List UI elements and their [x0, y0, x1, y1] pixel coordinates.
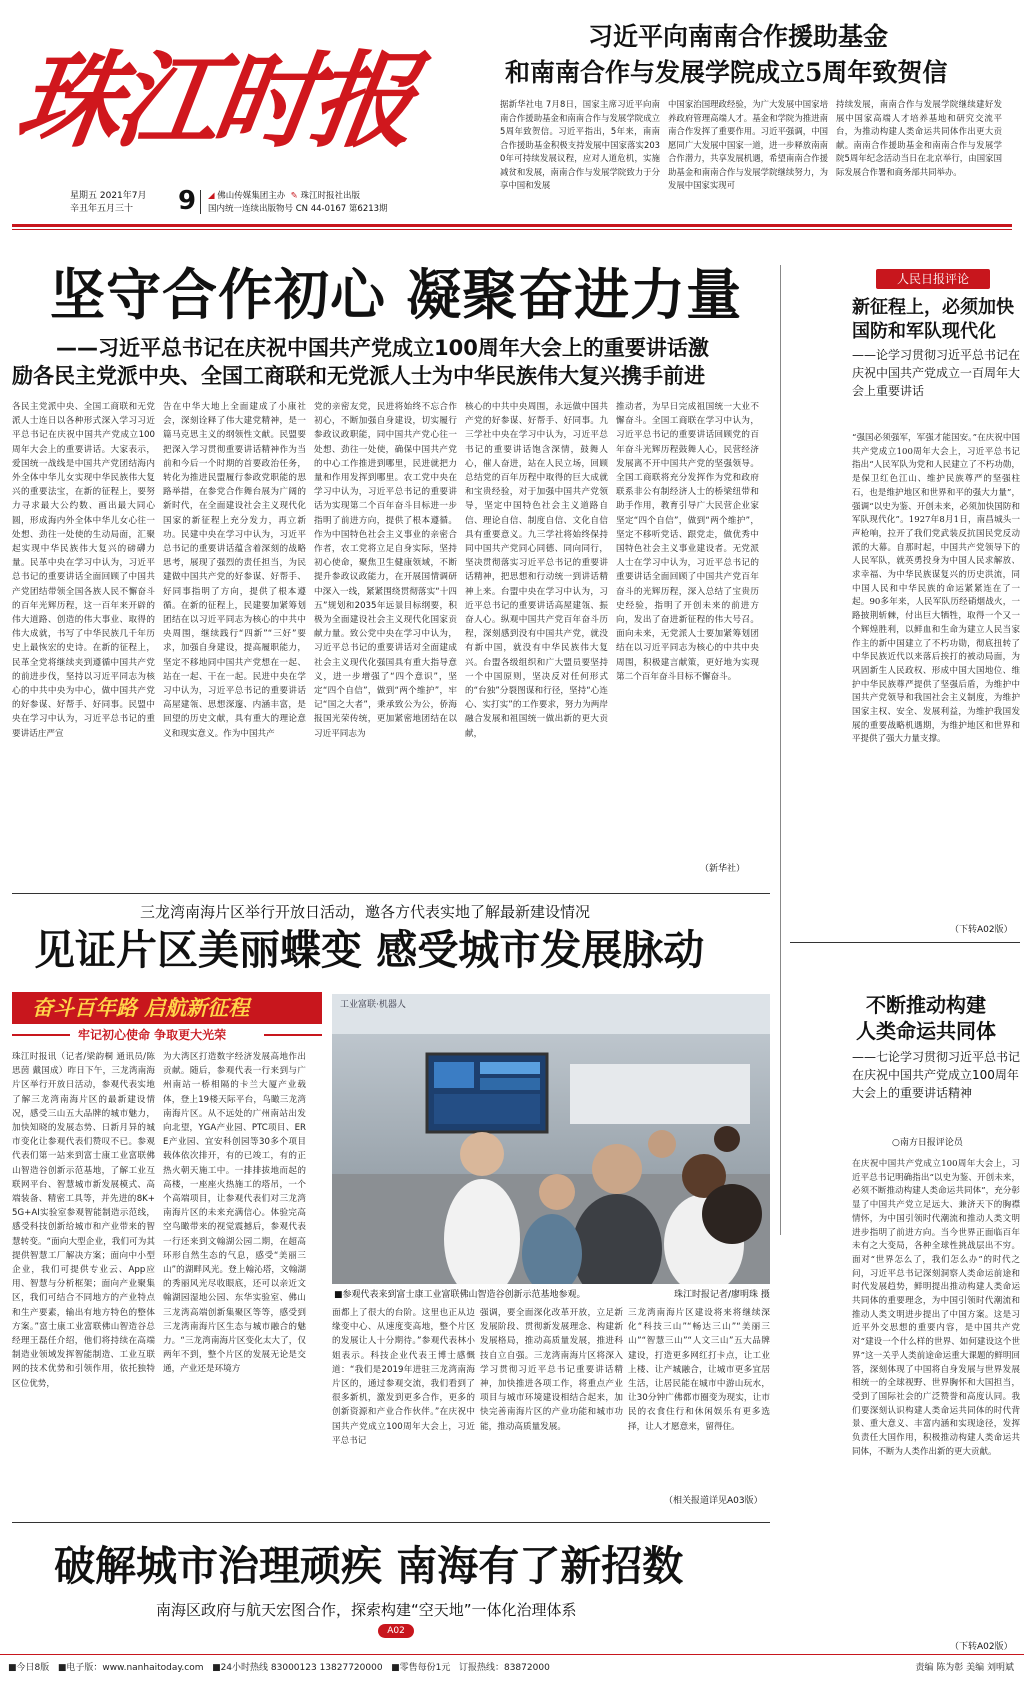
top-story-col-2: 中国家治国理政经验，为广大发展中国家培养政府管理高端人才。基金和学院为推进南南合作发挥了重要作用。习近平强调，中国愿同广大发展中国家一道，进一步释放南南合作潜力，共享发展机遇，希望南南合作援助基金和南南合作与发展学院继续努力，为发展中国家实现可	[668, 99, 828, 190]
sanlongwan-kicker: 三龙湾南海片区举行开放日活动，邀各方代表实地了解最新建设情况	[140, 903, 591, 921]
commentary-title-2: 国防和军队现代化	[852, 321, 996, 342]
weekday-date: 星期五 2021年7月	[70, 191, 147, 201]
sanlongwan-col-1: 珠江时报讯（记者/梁韵桐 通讯员/陈思茵 戴国成）昨日下午，三龙湾南海片区举行开放日活动，参观代表实地了解三龙湾南海片区的最新建设情况，感受三山五大品牌的城市魅力，加快知晓的发展态势、日新月异的城市变化让参观代表们赞叹不已。参观代表们第一站来到富士康工业富联佛山智造谷创新示范基地，了解工业互联网平台、智慧城市新发展模式、高端装备、精密工具等，并先进的8K+5G+AI实验室参观智能制造示范线，感受科技创新给城市和产业带来的智慧转变。“面向大型企业，我们可为其提供智慧工厂解决方案；面向中小型企业，我们可提供专业云、App应用、智慧与分析框架；面向产业聚集区，我们可结合不同地方的产业特点和生产要素，输出有地方特色的整体方案。”富士康工业富联佛山智造谷总经理王磊任介绍，他们将持续在高端制造业领域发挥智能制造、工业互联网的技术优势和引领作用，依托独特区位优势，	[12, 1052, 155, 1389]
community-body: 在庆祝中国共产党成立100周年大会上，习近平总书记明确指出“以史为鉴、开创未来，必须不断推动构建人类命运共同体”，充分彰显了中国共产党立足远大、兼济天下的胸襟情怀，为中国引领时代潮流和推动人类文明进步指明了前进方向。当今世界正面临百年未有之大变局，各种全球性挑战层出不穷。面对“世界怎么了，我们怎么办”的时代之问，习近平总书记深刻洞察人类命运前途和时代发展趋势，鲜明提出推动构建人类命运共同体的重要理念，为中国引领时代潮流和推动人类文明进步提出了中国方案。这是习近平外交思想的重要内容，是中国共产党对“建设一个什么样的世界、如何建设这个世界”这一关乎人类前途命运重大课题的鲜明回答，深刻体现了中国将自身发展与世界发展相统一的全球视野、世界胸怀和大国担当，受到了国际社会的广泛赞誉和高度认同。我们要深刻认识构建人类命运共同体的时代背景、重大意义、丰富内涵和实现途径，发挥负责任大国作用，积极推动构建人类命运共同体，不断为人类作出新的更大贡献。	[852, 1159, 1020, 1457]
lead-col-2: 告在中华大地上全面建成了小康社会，深刻诠释了伟大建党精神，是一篇马克思主义的纲领性文献。民盟要把深入学习贯彻重要讲话精神作为当前和今后一个时期的首要政治任务，转化为推进民盟履行参政党职能的思路举措，在参党合作舞台展为广阔的新时代，在全面建设社会主义现代化国家的新征程上充分发力，再立新功。民建中央在学习中认为，习近平总书记的重要讲话蕴含着深刻的战略思考，展现了强烈的责任担当，为民建做中国共产党的好参谋、好帮手、好同事指明了方向，提供了根本遵循。在新的征程上，民建要加紧筹划团结在以习近平同志为核心的中共中央周围，继续践行“四新”“三好”要求，加强自身建设，提高履职能力，坚定不移地同中国共产党想在一起、站在一起、干在一起。民进中央在学习中认为，习近平总书记的重要讲话高屋建瓴、思想深邃、内涵丰富，是回望的历史文献，具有重大的理论意义和现实意义。作为中国共产	[163, 402, 306, 739]
community-title-1: 不断推动构建	[866, 993, 986, 1017]
column-divider	[780, 265, 781, 1235]
news-photo	[332, 994, 770, 1284]
date-block	[70, 190, 180, 216]
right-divider	[790, 942, 1020, 943]
lead-col-4: 核心的中共中央周围，永远做中国共产党的好参谋、好帮手、好同事。九三学社中央在学习中认为，习近平总书记的重要讲话饱含深情，鼓舞人心，催人奋进，站在人民立场，回顾总结党的百年历程中取得的巨大成就和宝贵经验，对于加强中国共产党领导，坚定中国特色社会主义道路自信、理论自信、制度自信、文化自信具有重要意义。九三学社将始终保持同中国共产党同心同德、同向同行，坚决贯彻落实习近平总书记的重要讲话精神，把思想和行动统一到讲话精神上来。台盟中央在学习中认为，习近平总书记的重要讲话高屋建瓴、振奋人心。纵观中国共产党百年奋斗历程，深刻感到没有中国共产党，就没有新中国，就没有中华民族伟大复兴。台盟各级组织和广大盟员要坚持一个中国原则，坚决反对任何形式的“台独”分裂图谋和行径，坚持“心连心、实打实”的工作要求，努力为两岸融合发展和祖国统一做出新的更大贡献，	[465, 402, 608, 739]
footer-subscribe: 订报热线：83872000	[458, 1663, 550, 1673]
sponsor-block	[208, 190, 498, 216]
footer-pages: ■今日8版	[8, 1663, 50, 1673]
commentary-title-1: 新征程上，必须加快	[852, 297, 1014, 318]
community-more: （下转A02版）	[950, 1642, 1013, 1652]
community-title-2: 人类命运共同体	[856, 1019, 996, 1043]
photo-credit: 珠江时报记者/廖明珠 摄	[674, 1290, 770, 1300]
lead-subhead-2: 励各民主党派中央、全国工商联和无党派人士为中华民族伟大复兴携手前进	[12, 364, 705, 388]
bottom-story-rule	[12, 1522, 770, 1523]
lunar-date: 辛丑年五月三十	[70, 204, 134, 214]
sponsor-line1: 佛山传媒集团主办	[217, 191, 286, 201]
masthead-rule	[12, 224, 1012, 227]
masthead-rule-thin	[12, 229, 1012, 230]
footer	[0, 1657, 1024, 1679]
lead-source: （新华社）	[700, 864, 746, 874]
pjtimes-icon: ✎	[290, 191, 298, 201]
divider	[200, 190, 201, 214]
top-story-title-2: 和南南合作与发展学院成立5周年致贺信	[505, 58, 948, 87]
top-story-col-1: 据新华社电 7月8日，国家主席习近平向南南合作援助基金和南南合作与发展学院成立5周年致贺信。习近平指出，5年来，南南合作援助基金积极支持发展中国家落实2030年可持续发展议程，应对人道危机，实施减贫和发展，南南合作与发展学院致力于分享中国和发展	[500, 99, 660, 190]
lead-col-3: 党的亲密友党，民进将始终不忘合作初心，不断加强自身建设，切实履行参政议政职能，同中国共产党心往一处想、劲往一处使，确保中国共产党的中心工作推进到哪里，民进就把力量和作用发挥到哪里。农工党中央在学习中认为，习近平总书记的重要讲话为实现第二个百年奋斗目标进一步指明了前进方向，提供了根本遵循。作为中国特色社会主义事业的亲密合作者，农工党将立足自身实际，坚持初心使命，聚焦卫生健康领域，不断提升参政议政能力，在开展国情调研中深入一线，紧紧围绕贯彻落实“十四五”规划和2035年远景目标纲要，积极为全面建设社会主义现代化国家贡献力量。致公党中央在学习中认为，习近平总书记的重要讲话对全面建成社会主义现代化强国具有重大指导意义，进一步增强了“四个意识”，坚定“四个自信”，做到“两个维护”，牢记“国之大者”，秉承致公为公，侨海报国光荣传统，更加紧密地团结在以习近平同志为	[314, 402, 457, 739]
lead-col-5: 推动者，为早日完成祖国统一大业不懈奋斗。全国工商联在学习中认为，习近平总书记的重要讲话回顾党的百年奋斗光辉历程鼓舞人心，民营经济发展离不开中国共产党的坚强领导。全国工商联将充分发挥作为党和政府联系非公有制经济人士的桥梁纽带和助手作用，教育引导广大民营企业家坚定“四个自信”，做到“两个维护”，坚定不移听党话、跟党走，做优秀中国特色社会主义事业建设者。无党派人士在学习中认为，习近平总书记的重要讲话全面回顾了中国共产党百年奋斗的光辉历程，深入总结了宝贵历史经验，指明了开创未来的前进方向，发出了奋进新征程的伟大号召。面向未来，无党派人士要加紧筹划团结在以习近平同志为核心的中共中央周围，积极建言献策，更好地为实现第二个百年奋斗目标不懈奋斗。	[616, 402, 759, 682]
commentary-tag: 人民日报评论	[876, 269, 990, 289]
photo-caption: ■参观代表来到富士康工业富联佛山智造谷创新示范基地参观。	[334, 1290, 586, 1300]
photo-sign: 工业富联·机器人	[340, 1000, 406, 1010]
sponsor-line1b: 珠江时报社出版	[300, 191, 361, 201]
bottom-page-ref[interactable]: A02	[378, 1624, 414, 1638]
footer-price: ■零售每份1元	[391, 1663, 451, 1673]
page-number: 9	[178, 186, 197, 216]
sanlongwan-col-5: 三龙湾南海片区建设将来将继续深化“科技三山”“畅达三山”“美丽三山”“智慧三山”“人文三山”五大品牌建设，打造更多网红打卡点，让工业上楼、让产城融合，让城市更多宜居生活，让居民能在城市中游山玩水，让30分钟广佛都市圈变为现实，让市民的衣食住行和休闲娱乐有更多选择，让人才愿意来，留得住。	[628, 1308, 770, 1432]
footer-editors: 责编 陈为彰 美编 刘明斌	[915, 1663, 1014, 1673]
footer-hotline: ■24小时热线 83000123 13827720000	[212, 1663, 383, 1673]
campaign-banner-subtitle: 牢记初心使命 争取更大光荣	[78, 1028, 227, 1042]
footer-website[interactable]: ■电子版：www.nanhaitoday.com	[57, 1663, 204, 1673]
bottom-headline: 破解城市治理顽疾 南海有了新招数	[54, 1542, 684, 1590]
lead-headline: 坚守合作初心 凝聚奋进力量	[50, 263, 743, 327]
sanlongwan-headline: 见证片区美丽蝶变 感受城市发展脉动	[34, 926, 705, 974]
footer-rule	[0, 1654, 1024, 1655]
ftv-icon: ◢	[208, 191, 215, 201]
lead-subhead-1: ——习近平总书记在庆祝中国共产党成立100周年大会上的重要讲话激	[56, 336, 709, 360]
lead-bottom-rule	[12, 893, 770, 894]
campaign-banner-sub	[12, 1027, 322, 1043]
photo-illustration	[332, 994, 770, 1284]
community-byline: ○南方日报评论员	[892, 1138, 963, 1148]
community-subhead: ——七论学习贯彻习近平总书记在庆祝中国共产党成立100周年大会上的重要讲话精神	[852, 1050, 1021, 1100]
sponsor-line2: 国内统一连续出版物号 CN 44-0167 第6213期	[208, 204, 388, 214]
top-story-title-1: 习近平向南南合作援助基金	[588, 22, 889, 51]
sanlongwan-col-2: 为大湾区打造数字经济发展高地作出贡献。随后，参观代表一行来到与广州南站一桥相隔的卡兰大厦产业载体，登上19楼天际平台，鸟瞰三龙湾南海片区。从不远处的广州南站出发向北望，YGA产业园、PTC项目、ERE产业园、宜安科创园等30多个项目载体依次排开，有的已竣工，有的正热火朝天施工中。一排排拔地而起的高楼，一座座火热施工的塔吊，一个个高端项目，让参观代表们对三龙湾南海片区的未来充满信心。体验完高空鸟瞰带来的视觉震撼后，参观代表一行还来到文翰湖公园二期，在超高环形自然生态的气息，感受“美丽三山”的湖畔风光。登上翰沁塔，文翰湖的秀丽风光尽收眼底，还可以亲近文翰湖园湿地公园、东华实验室、佛山三龙湾高端创新集聚区等等，感受到三龙湾南海片区生态与城市融合的魅力。“三龙湾南海片区变化太大了，仅两年不到，整个片区的发展无论是交通，产业还是环境方	[163, 1052, 306, 1375]
commentary-more: （下转A02版）	[950, 925, 1013, 935]
sanlongwan-col-3: 面都上了很大的台阶。这里也正从边缘变中心、从速度变高地，整个片区的发展让人十分期待。”参观代表林小姐表示。科技企业代表王博士感慨道：“我们是2019年进驻三龙湾南海片区的，通过参观交流，我们看到了很多新机，激发到更多合作，更多的创新资源和产业合作伙伴。”在庆祝中国共产党成立100周年大会上，习近平总书记	[332, 1308, 475, 1446]
bottom-subhead: 南海区政府与航天宏图合作，探索构建“空天地”一体化治理体系	[156, 1601, 577, 1619]
commentary-body: “强国必须强军，军强才能国安。”在庆祝中国共产党成立100周年大会上，习近平总书记指出“人民军队为党和人民建立了不朽功勋，是保卫红色江山、维护民族尊严的坚强柱石，也是维护地区和世界和平的强大力量”，强调“以史为鉴、开创未来，必须加快国防和军队现代化”。1927年8月1日，南昌城头一声枪响，拉开了我们党武装反抗国民党反动派的大幕。自那时起，中国共产党领导下的人民军队，就英勇投身为中国人民求解放、求幸福、为中华民族谋复兴的历史洪流，同中国人民和中华民族的命运紧紧连在了一起。90多年来，人民军队历经硝烟战火，一路披荆斩棘，付出巨大牺牲，取得一个又一个辉煌胜利，以鲜血和生命为建立人民当家作主的新中国建立了不朽功勋，彻底扭转了中华民族近代以来落后挨打的被动局面，为巩固新生人民政权、形成中国大国地位、维护中华民族尊严提供了坚强后盾，为维护中国共产党领导和我国社会主义制度，为维护国家主权、安全、发展利益，为维护我国发展的重要战略机遇期，为维护地区和世界和平提供了强大力量支撑。	[852, 433, 1020, 745]
top-story-col-3: 持续发展，南南合作与发展学院继续建好发展中国家高端人才培养基地和研究交流平台，为推动构建人类命运共同体作出更大贡献。南南合作援助基金和南南合作与发展学院5周年纪念活动当日在北京举行，由国家国际发展合作署和商务部共同举办。	[836, 99, 1002, 177]
commentary-subhead: ——论学习贯彻习近平总书记在庆祝中国共产党成立一百周年大会上重要讲话	[852, 348, 1021, 398]
sanlongwan-col-4: 强调，要全面深化改革开放，立足新发展阶段、贯彻新发展理念、构建新发展格局，推动高质量发展，推进科技自立自强。三龙湾南海片区将深入学习贯彻习近平总书记重要讲话精神，加快推进各项工作，将重点产业项目与城市环境建设相结合起来，加快完善南海片区的产业功能和城市功能，推动高质量发展。	[480, 1308, 623, 1432]
sanlongwan-more: （相关报道详见A03版）	[664, 1496, 763, 1506]
lead-col-1: 各民主党派中央、全国工商联和无党派人士连日以各种形式深入学习习近平总书记在庆祝中国共产党成立100周年大会上的重要讲话。大家表示，爱国统一战线是中国共产党团结海内外全体中华儿女实现中华民族伟大复兴的重要法宝，在新的征程上，要努力寻求最大公约数、画出最大同心圆，形成海内外全体中华儿女心往一处想、劲往一处使的生动局面，汇聚起实现中华民族伟大复兴的磅礴力量。民革中央在学习中认为，习近平总书记的重要讲话全面回顾了中国共产党团结带领全国各族人民不懈奋斗的百年光辉历程，这一百年来开辟的伟大道路、创造的伟大事业、取得的伟大成就，书写了中华民族几千年历史上最恢宏的史诗。在新的征程上，民革全党将继续夹到遵循中国共产党的前进步伐，坚持以习近平同志为核心的中共中央为中心，做中国共产党的好参谋、好帮手、好同事。民盟中央在学习中认为，习近平总书记的重要讲话庄严宣	[12, 402, 155, 739]
masthead-logo: 珠江时报	[9, 39, 419, 162]
campaign-banner-title: 奋斗百年路 启航新征程	[32, 995, 250, 1020]
campaign-banner	[12, 992, 322, 1024]
